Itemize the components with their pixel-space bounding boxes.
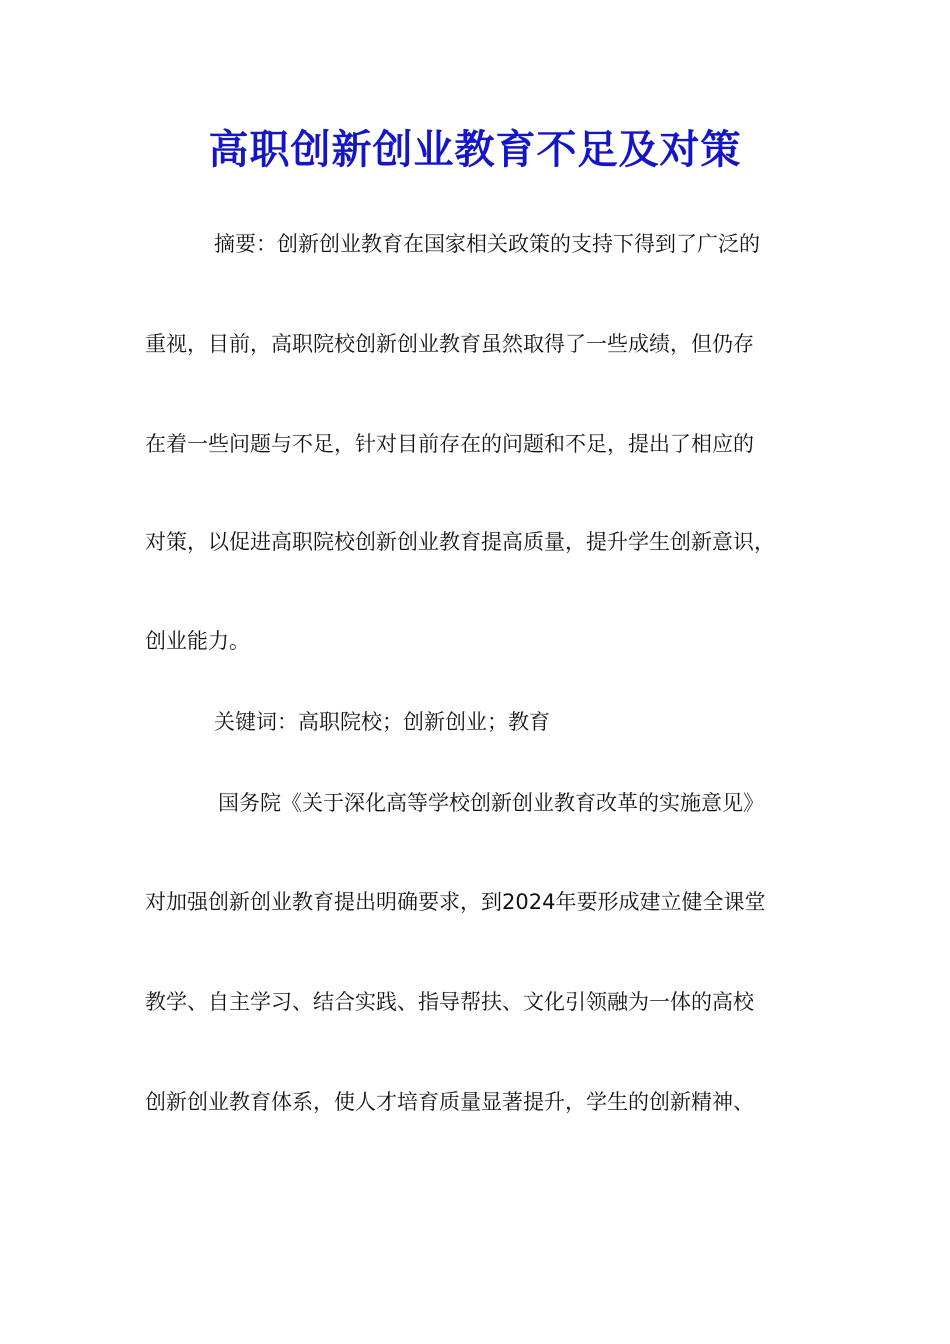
abstract-line-2: 重视，目前，高职院校创新创业教育虽然取得了一些成绩，但仍存 bbox=[145, 332, 754, 356]
document-title: 高职创新创业教育不足及对策 bbox=[208, 126, 742, 173]
keywords-line: 关键词：高职院校；创新创业；教育 bbox=[214, 710, 550, 734]
body-line-2: 对加强创新创业教育提出明确要求，到2024年要形成建立健全课堂 bbox=[145, 890, 766, 914]
abstract-line-5: 创业能力。 bbox=[145, 629, 250, 653]
body-line-3: 教学、自主学习、结合实践、指导帮扶、文化引领融为一体的高校 bbox=[145, 990, 754, 1014]
body-line-1: 国务院《关于深化高等学校创新创业教育改革的实施意见》 bbox=[218, 791, 764, 815]
abstract-line-1: 摘要：创新创业教育在国家相关政策的支持下得到了广泛的 bbox=[214, 232, 760, 256]
body-line-4: 创新创业教育体系，使人才培育质量显著提升，学生的创新精神、 bbox=[145, 1090, 754, 1114]
abstract-line-4: 对策，以促进高职院校创新创业教育提高质量，提升学生创新意识， bbox=[145, 530, 775, 554]
abstract-line-3: 在着一些问题与不足，针对目前存在的问题和不足，提出了相应的 bbox=[145, 432, 754, 456]
